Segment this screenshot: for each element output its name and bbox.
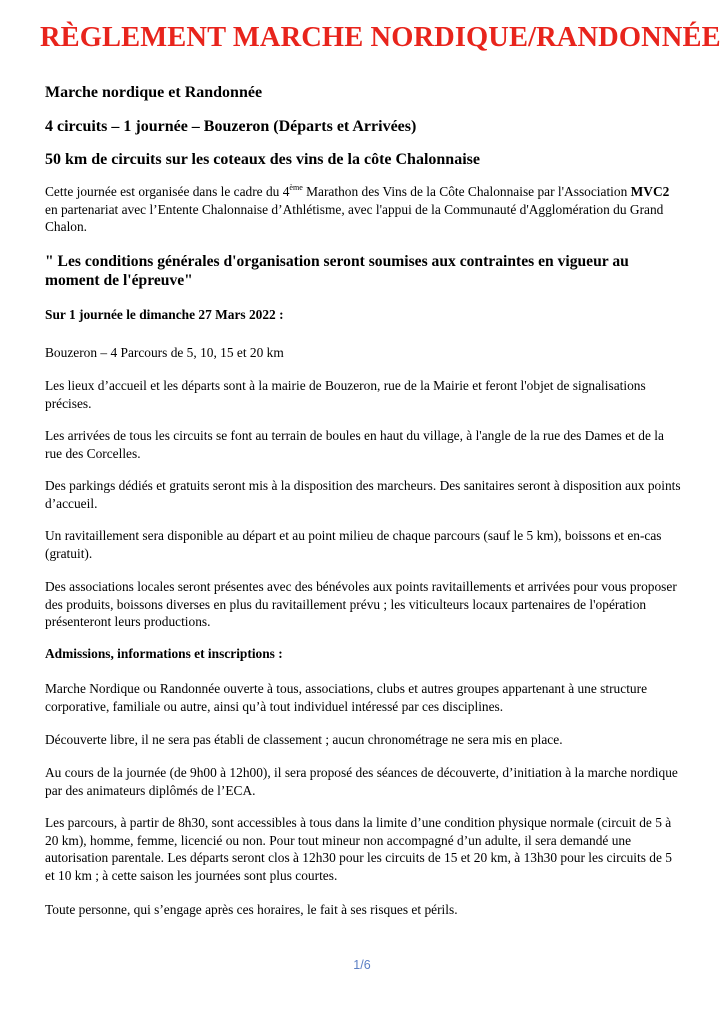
intro-paragraph [45, 183, 681, 236]
paragraph-ravitaillement: Un ravitaillement sera disponible au départ et au point milieu de chaque parcours (sauf le 5 km), boissons et en-cas (gratuit). [45, 528, 662, 561]
admissions-parcours: Les parcours, à partir de 8h30, sont accessibles à tous dans la limite d’une condition physique normale (circuit de 5 à 20 km), homme, femme, licencié ou non. Pour tout mineur non accompagné d’un adulte, il sera demandé une autorisation parentale. Les départs seront clos à 12h30 pour les circuits de 15 et 20 km, à 13h30 pour les circuits de 5 et 10 km ; à cette saison les journées sont plus courtes. [45, 815, 672, 883]
admissions-sessions: Au cours de la journée (de 9h00 à 12h00), il sera proposé des séances de découverte, d’initiation à la marche nordique par des animateurs diplômés de l’ECA. [45, 765, 678, 798]
paragraph-parcours: Bouzeron – 4 Parcours de 5, 10, 15 et 20 km [45, 345, 284, 360]
paragraph-associations: Des associations locales seront présentes avec des bénévoles aux points ravitaillements et arrivées pour vous proposer des produits, boissons diverses en plus du ravitaillement prévu ; les viticulteurs locaux partenaires de l'opération présenteront leurs productions. [45, 579, 677, 629]
conditions-quote: " Les conditions générales d'organisation seront soumises aux contraintes en vigueur au moment de l'épreuve" [45, 253, 629, 289]
intro-text-3: en partenariat avec l’Entente Chalonnaise d’Athlétisme, avec l'appui de la Communauté d'Agglomération du Grand Chalon. [45, 201, 664, 234]
admissions-risks: Toute personne, qui s’engage après ces horaires, le fait à ses risques et périls. [45, 902, 458, 917]
page-title: RÈGLEMENT MARCHE NORDIQUE/RANDONNÉE [40, 22, 721, 53]
intro-text-1: Cette journée est organisée dans le cadre du 4 [45, 184, 290, 199]
paragraph-arrivees: Les arrivées de tous les circuits se font au terrain de boules en haut du village, à l'angle de la rue des Dames et de la rue des Corcelles. [45, 428, 664, 461]
intro-org-name: MVC2 [630, 184, 670, 199]
admissions-discovery: Découverte libre, il ne sera pas établi de classement ; aucun chronométrage ne sera mis en place. [45, 732, 563, 747]
subtitle-activities: Marche nordique et Randonnée [45, 84, 263, 101]
date-heading: Sur 1 journée le dimanche 27 Mars 2022 : [45, 307, 284, 322]
admissions-open: Marche Nordique ou Randonnée ouverte à tous, associations, clubs et autres groupes appartenant à une structure corporative, familiale ou autre, ainsi qu’à tout individuel intéressé par ces disciplines. [45, 681, 648, 714]
intro-superscript: ème [289, 183, 303, 192]
paragraph-parkings: Des parkings dédiés et gratuits seront mis à la disposition des marcheurs. Des sanitaires seront à disposition aux points d’accueil. [45, 478, 681, 511]
subtitle-distance: 50 km de circuits sur les coteaux des vins de la côte Chalonnaise [45, 151, 480, 168]
subtitle-circuits: 4 circuits – 1 journée – Bouzeron (Départs et Arrivées) [45, 118, 417, 135]
page-number: 1/6 [353, 958, 371, 972]
paragraph-accueil: Les lieux d’accueil et les départs sont à la mairie de Bouzeron, rue de la Mairie et feront l'objet de signalisations précises. [45, 378, 646, 411]
intro-text-2: Marathon des Vins de la Côte Chalonnaise par l'Association [302, 184, 631, 199]
admissions-heading: Admissions, informations et inscriptions : [45, 646, 283, 661]
